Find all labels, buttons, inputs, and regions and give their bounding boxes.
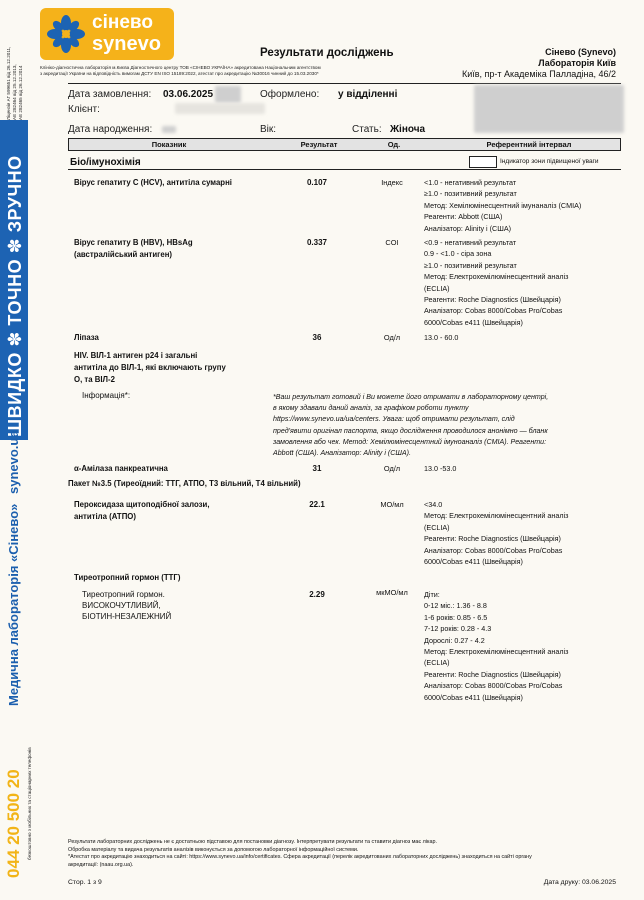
reference-line: Реагенти: Abbott (США) — [424, 212, 503, 222]
reference-line: 6000/Cobas e411 (Швейцарія) — [424, 557, 523, 567]
reference-line: 0-12 міс.: 1.36 - 8.8 — [424, 601, 487, 611]
reference-line: 13.0 - 60.0 — [424, 333, 459, 342]
test-unit: Од/л — [383, 333, 401, 342]
test-subname-line: БІОТИН-НЕЗАЛЕЖНИЙ — [82, 612, 172, 621]
reference-line: Дорослі: 0.27 - 4.2 — [424, 635, 485, 645]
test-name-line: Вірус гепатиту С (HCV), антитіла сумарні — [74, 178, 232, 187]
info-line: в якому здавали даний аналіз, за графіком роботи пункту — [273, 404, 469, 413]
reference-line: Аналізатор: Alinity i (США) — [424, 223, 512, 233]
page-title: Результати досліджень — [260, 47, 394, 59]
column-header: Показник — [151, 140, 187, 149]
test-unit: Од/л — [383, 464, 401, 473]
license-text — [6, 47, 24, 120]
reference-line: Діти: — [424, 590, 440, 599]
reference-line: 1-6 років: 0.85 - 6.5 — [424, 612, 488, 622]
reference-line: Аналізатор: Cobas 8000/Cobas Pro/Cobas — [424, 545, 563, 555]
reference-line: Метод: Хемілюмінесцентний імунаналіз (CMIA) — [424, 200, 582, 210]
reference-line: Метод: Електрохемілюмінесцентний аналіз — [424, 272, 569, 282]
reference-line: 6000/Cobas e411 (Швейцарія) — [424, 692, 523, 702]
registered-label: Оформлено: — [260, 89, 320, 100]
license-line: АЕ 282464 від 25.12.2013, — [12, 64, 17, 120]
slogan: ШВИДКО ✽ ТОЧНО ✽ ЗРУЧНО — [5, 155, 25, 437]
synevo-logo — [40, 8, 174, 60]
footer-note-line: *Атестат про акредитацію знаходиться на сайті: https://www.synevo.ua/info/certificates. Сфера акредитації (перелік акредитованих лабораторних досліджень) знаходиться на сайті органу — [68, 854, 532, 860]
redacted-block — [175, 103, 265, 114]
reference-line: Реагенти: Roche Diagnostics (Швейцарія) — [424, 534, 561, 544]
accreditation-line: з акредитації України на відповідність вимогам ДСТУ EN ISO 15189:2022, атестат про акредитацію №30016 чинний до 15.03.2030* — [40, 71, 319, 76]
reference-line: Метод: Електрохемілюмінесцентний аналіз — [424, 647, 569, 657]
footer-notes — [68, 839, 628, 869]
info-line: *Ваш результат готовий і Ви можете його отримати в лабораторному центрі, — [273, 393, 549, 401]
test-name — [74, 572, 274, 584]
footer-note-line: акредитації: (naau.org.ua). — [68, 861, 134, 868]
test-subname-line: Тиреотропний гормон. — [82, 590, 165, 599]
test-name-line: Пероксидаза щитоподібної залози, — [74, 500, 210, 509]
order-date-label: Дата замовлення: — [68, 89, 152, 100]
reference-line: (ECLIA) — [424, 522, 450, 532]
test-name — [74, 499, 274, 523]
lab-info — [462, 47, 616, 80]
test-name-line: Тиреотропний гормон (ТТГ) — [74, 573, 181, 582]
reference-line: 13.0 -53.0 — [424, 464, 457, 473]
test-name-line: α-Амілаза панкреатична — [74, 464, 168, 473]
column-header: Референтний інтервал — [486, 140, 572, 149]
column-header: Од. — [387, 140, 401, 149]
divider — [68, 169, 621, 170]
lab-title: Лабораторія Київ — [538, 58, 616, 68]
reference-range — [424, 589, 624, 703]
reference-range — [424, 499, 624, 567]
test-subname-line: ВИСОКОЧУТЛИВИЙ, — [82, 601, 161, 610]
order-date: 03.06.2025 — [163, 89, 214, 100]
reference-line: <1.0 - негативний результат — [424, 178, 517, 187]
reference-line: (ECLIA) — [424, 658, 450, 668]
reference-line: Реагенти: Roche Diagnostics (Швейцарія) — [424, 295, 561, 305]
test-name-line: HIV. ВІЛ-1 антиген p24 і загальні — [74, 351, 198, 360]
reference-line: ≥1.0 - позитивний результат — [424, 260, 517, 270]
age-label: Вік: — [260, 124, 277, 135]
test-result: 22.1 — [309, 500, 325, 509]
reference-line: Метод: Електрохемілюмінесцентний аналіз — [424, 511, 569, 521]
test-name — [74, 177, 274, 189]
test-name — [74, 463, 274, 475]
test-result: 2.29 — [309, 590, 325, 599]
lab-name: Медична лабораторія «Сінево» — [6, 503, 21, 706]
phone-number[interactable]: 044 20 500 20 — [4, 769, 23, 878]
test-result: 0.107 — [306, 178, 328, 187]
side-strip — [0, 0, 46, 900]
attention-indicator-label: Індикатор зони підвищеної уваги — [500, 158, 599, 165]
registered-value: у відділенні — [338, 89, 398, 100]
test-name-line: Вірус гепатиту В (HBV), HBsAg — [74, 238, 193, 247]
test-result: 36 — [312, 333, 322, 342]
test-name-line: О, та ВІЛ-2 — [74, 375, 115, 384]
test-name-line: антитіла до ВІЛ-1, які включають групу — [74, 363, 226, 372]
test-result: 0.337 — [306, 238, 328, 247]
logo-text-cyrillic: сінево — [92, 12, 153, 33]
test-unit: МО/мл — [380, 500, 404, 509]
info-line: https://www.synevo.ua/ua/centers. Увага: щоб отримати результат, слід — [273, 415, 515, 424]
flower-logo-icon — [46, 14, 86, 54]
reference-range — [424, 237, 624, 328]
reference-line: Реагенти: Roche Diagnostics (Швейцарія) — [424, 669, 561, 679]
divider — [68, 83, 621, 84]
info-line: Abbott (США). Аналізатор: Alinity i (США). — [273, 449, 411, 458]
info-text — [273, 392, 623, 459]
page-number: Стор. 1 з 9 — [68, 879, 102, 886]
reference-line: <0.9 - негативний результат — [424, 238, 517, 247]
reference-range — [424, 177, 624, 234]
test-subname — [82, 589, 282, 622]
company-name: Сінево (Synevo) — [545, 47, 616, 57]
print-date: Дата друку: 03.06.2025 — [543, 879, 616, 886]
reference-range — [424, 463, 624, 474]
sex-label: Стать: — [352, 124, 382, 135]
lab-address: Київ, пр-т Академіка Палладіна, 46/2 — [461, 69, 616, 79]
section-title: Біо/імунохімія — [70, 157, 141, 168]
phone-note: безкоштовно з мобільних та стаціонарних телефонів — [27, 747, 32, 860]
info-label: Інформація*: — [82, 391, 131, 400]
accreditation-line: Клініко-діагностична лабораторія м.Києва Діагностичного центру ТОВ «СІНЕВО УКРАЇНА» акредитована Національним агентством — [40, 65, 321, 70]
test-unit: мкМО/мл — [376, 588, 408, 597]
test-name-line: Ліпаза — [74, 333, 99, 342]
info-line: пред'явити оригінал паспорта, якщо дослідження проводилося анонімно — бланк — [273, 426, 548, 435]
reference-line: 6000/Cobas e411 (Швейцарія) — [424, 317, 523, 327]
redacted-block — [162, 126, 176, 133]
reference-line: <34.0 — [424, 500, 443, 509]
test-unit: Індекс — [381, 178, 403, 187]
accreditation-note — [40, 65, 380, 77]
test-unit: COI — [385, 238, 399, 247]
reference-line: Аналізатор: Cobas 8000/Cobas Pro/Cobas — [424, 306, 563, 316]
logo-text-latin: synevo — [92, 33, 161, 55]
redacted-block — [215, 86, 241, 103]
footer-note-line: Результати лабораторних досліджень не є достатньою підставою для постановки діагнозу. Інтерпретувати результати та ставити діагноз має лікар. — [68, 839, 437, 845]
column-header: Результат — [300, 140, 338, 149]
test-result: 31 — [312, 464, 322, 473]
test-name-line: антитіла (АТПО) — [74, 512, 136, 521]
redacted-block — [474, 85, 624, 133]
reference-line: (ECLIA) — [424, 283, 450, 293]
test-name — [74, 237, 274, 261]
package-title: Пакет №3.5 (Тиреоїдний: ТТГ, АТПО, Т3 вільний, Т4 вільний) — [68, 479, 301, 488]
reference-range — [424, 332, 624, 343]
license-line: Ліцензія АГ 599651 від 26.12.2011, — [6, 46, 11, 120]
info-line: замовлення або чек. Метод: Хемілюмінесцентний імунoаналіз (CMIA). Реагенти: — [273, 437, 547, 446]
test-name — [74, 350, 274, 386]
site-link[interactable]: synevo.ua — [6, 430, 21, 494]
attention-indicator-swatch — [469, 156, 497, 168]
footer-note-line: Обробка матеріалу та видача результатів аналізів виконується за допомогою лабораторної інформаційної системи. — [68, 846, 359, 853]
reference-line: Аналізатор: Cobas 8000/Cobas Pro/Cobas — [424, 681, 563, 691]
sex-value: Жіноча — [390, 124, 426, 135]
reference-line: 0.9 - <1.0 - сіра зона — [424, 249, 492, 259]
reference-line: ≥1.0 - позитивний результат — [424, 189, 517, 199]
license-line: АЕ 282465 від 26.12.2014 — [18, 65, 23, 120]
table-header — [68, 138, 621, 151]
test-name-line: (австралійський антиген) — [74, 250, 173, 259]
dob-label: Дата народження: — [68, 124, 153, 135]
reference-line: 7-12 років: 0.28 - 4.3 — [424, 624, 492, 634]
client-label: Клієнт: — [68, 104, 100, 115]
test-name — [74, 332, 274, 344]
